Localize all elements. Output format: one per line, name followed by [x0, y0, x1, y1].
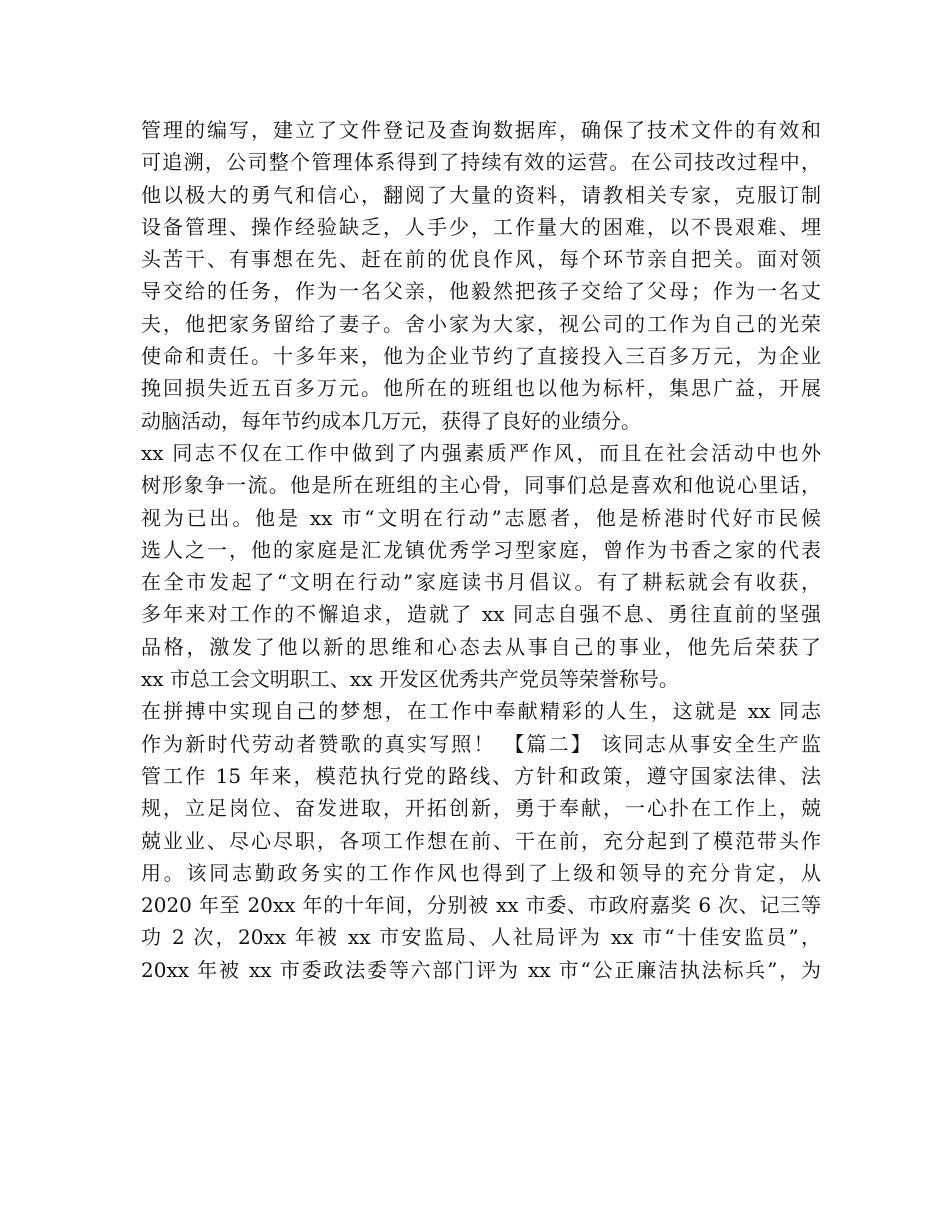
text-line: 用。该同志勤政务实的工作作风也得到了上级和领导的充分肯定，从 [141, 860, 821, 885]
body-text [141, 114, 821, 986]
text-line: 功 2 次，20xx 年被 xx 市安监局、人社局评为 xx 市“十佳安监员”， [141, 925, 821, 950]
text-line: 树形象争一流。他是所在班组的主心骨，同事们总是喜欢和他说心里话， [141, 473, 821, 498]
text-line: 兢业业、尽心尽职，各项工作想在前、干在前，充分起到了模范带头作 [141, 828, 821, 853]
text-line: 夫，他把家务留给了妻子。舍小家为大家，视公司的工作为自己的光荣 [141, 311, 821, 336]
text-line: 在全市发起了“文明在行动”家庭读书月倡议。有了耕耘就会有收获， [141, 570, 821, 595]
text-line: 可追溯，公司整个管理体系得到了持续有效的运营。在公司技改过程中， [141, 150, 821, 175]
text-line: 规，立足岗位、奋发进取，开拓创新，勇于奉献，一心扑在工作上，兢 [141, 796, 821, 821]
text-line: 他以极大的勇气和信心，翻阅了大量的资料，请教相关专家，克服订制 [141, 182, 821, 207]
text-line: 2020 年至 20xx 年的十年间，分别被 xx 市委、市政府嘉奖 6 次、记三等 [141, 893, 821, 918]
text-line: 头苦干、有事想在先、赶在前的优良作风，每个环节亲自把关。面对领 [141, 247, 821, 272]
text-line: 多年来对工作的不懈追求，造就了 xx 同志自强不息、勇往直前的坚强 [141, 602, 821, 627]
text-line: xx 市总工会文明职工、xx 开发区优秀共产党员等荣誉称号。 [141, 667, 679, 692]
text-line: 选人之一，他的家庭是汇龙镇优秀学习型家庭，曾作为书香之家的代表 [141, 537, 821, 562]
text-line: 管理的编写，建立了文件登记及查询数据库，确保了技术文件的有效和 [141, 118, 821, 142]
text-line: 设备管理、操作经验缺乏，人手少，工作量大的困难，以不畏艰难、埋 [141, 214, 821, 239]
text-line: 视为已出。他是 xx 市“文明在行动”志愿者，他是桥港时代好市民候 [141, 505, 821, 530]
text-line: 管工作 15 年来，模范执行党的路线、方针和政策，遵守国家法律、法 [141, 763, 821, 788]
text-line: xx 同志不仅在工作中做到了内强素质严作风，而且在社会活动中也外 [141, 440, 821, 465]
text-line: 作为新时代劳动者赞歌的真实写照！ 【篇二】 该同志从事安全生产监 [141, 731, 821, 756]
text-line: 动脑活动，每年节约成本几万元，获得了良好的业绩分。 [141, 408, 641, 433]
text-line: 在拼搏中实现自己的梦想，在工作中奉献精彩的人生，这就是 xx 同志 [141, 699, 821, 724]
text-line: 品格，激发了他以新的思维和心态去从事自己的事业，他先后荣获了 [141, 634, 821, 659]
text-line: 挽回损失近五百多万元。他所在的班组也以他为标杆，集思广益，开展 [141, 376, 821, 401]
text-line: 20xx 年被 xx 市委政法委等六部门评为 xx 市“公正廉洁执法标兵”，为 [141, 957, 821, 982]
text-line: 使命和责任。十多年来，他为企业节约了直接投入三百多万元，为企业 [141, 344, 821, 369]
text-line: 导交给的任务，作为一名父亲，他毅然把孩子交给了父母；作为一名丈 [141, 279, 821, 304]
